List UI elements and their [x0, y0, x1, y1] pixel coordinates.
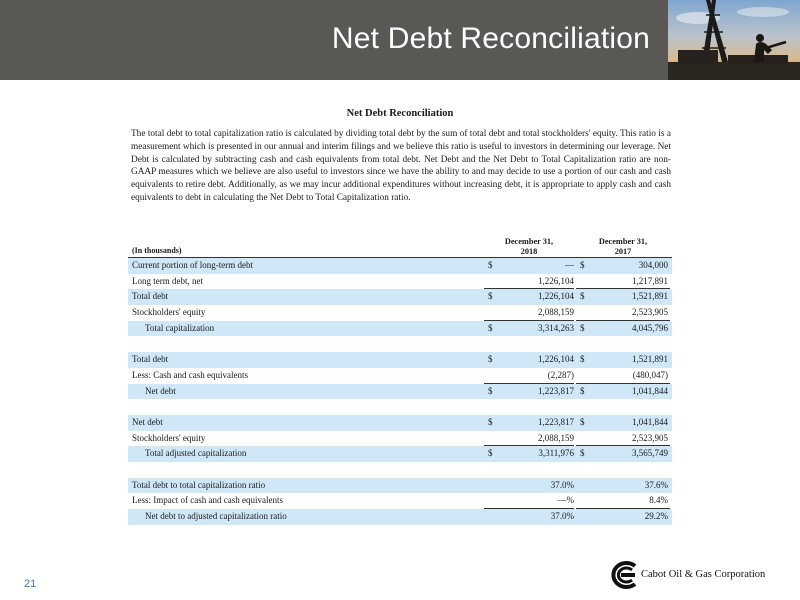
table-row	[128, 509, 672, 525]
header-banner	[0, 0, 800, 80]
table-row	[128, 274, 672, 290]
row-label: Stockholders' equity	[132, 307, 206, 318]
table-row	[128, 352, 672, 368]
value-2017: 304,000	[638, 260, 668, 270]
value-2018: —%	[557, 495, 574, 506]
table-row	[128, 446, 672, 462]
row-label: Total debt to total capitalization ratio	[132, 479, 266, 490]
column-header-2017: December 31, 2017	[598, 237, 648, 256]
currency-sign: $	[580, 260, 585, 270]
cabot-logo-icon	[608, 561, 640, 589]
row-label: Net debt	[145, 385, 176, 396]
row-label: Less: Cash and cash equivalents	[132, 369, 248, 380]
currency-sign: $	[580, 291, 585, 302]
value-2018: 1,223,817	[538, 385, 574, 396]
value-2018: 3,311,976	[538, 448, 574, 459]
value-2017: 4,045,796	[632, 322, 668, 333]
table-row	[128, 258, 672, 274]
value-2017: 1,521,891	[632, 291, 668, 302]
row-label: Current portion of long-term debt	[132, 260, 253, 270]
intro-paragraph: The total debt to total capitalization ratio is calculated by dividing total debt by the sum of total debt and total stockholders' equity. This ratio is a measurement which is presented in our annual and interim filings and we believe this ratio is useful to investors in determining our leverage. Net Debt is calculated by subtracting cash and cash equivalents from total debt. Net Debt and the Net Debt to Total Capitalization ratio are non-GAAP measures which we believe are also useful to investors since we have the ability to and may decide to use a portion of our cash and cash equivalents to retire debt. Additionally, as we may incur additional expenditures without increasing debt, it is appropriate to apply cash and cash equivalents to debt in calculating the Net Debt to Total Capitalization ratio.	[131, 129, 671, 203]
table-row	[128, 321, 672, 337]
value-2018: 1,226,104	[538, 275, 574, 286]
currency-sign: $	[580, 322, 585, 333]
value-2017: (480,047)	[632, 369, 668, 380]
company-name: Cabot Oil & Gas Corporation	[641, 569, 766, 580]
value-2017: 29.2%	[644, 511, 668, 521]
units-label: (In thousands)	[132, 246, 182, 255]
value-2017: 1,521,891	[632, 354, 668, 365]
currency-sign: $	[580, 416, 585, 427]
column-header-2018: December 31, 2018	[504, 237, 554, 256]
table-row	[128, 368, 672, 384]
value-2017: 1,041,844	[632, 385, 668, 396]
table-header	[128, 234, 672, 258]
value-2017: 2,523,905	[632, 307, 668, 318]
value-2018: 1,226,104	[538, 291, 574, 302]
table-row	[128, 478, 672, 494]
value-2018: 1,223,817	[538, 416, 574, 427]
row-label: Less: Impact of cash and cash equivalents	[132, 495, 283, 506]
value-2017: 8.4%	[649, 495, 668, 506]
value-2018: 37.0%	[550, 479, 574, 490]
value-2017: 37.6%	[644, 479, 668, 490]
value-2018: 2,088,159	[538, 432, 574, 443]
row-label: Long term debt, net	[132, 275, 203, 286]
row-label: Net debt	[132, 416, 163, 427]
banner-title: Net Debt Reconciliation	[331, 22, 650, 55]
currency-sign: $	[488, 385, 493, 396]
value-2017: 3,565,749	[632, 448, 668, 459]
row-label: Total capitalization	[145, 322, 215, 333]
currency-sign: $	[580, 448, 585, 459]
currency-sign: $	[488, 291, 493, 302]
value-2018: 1,226,104	[538, 354, 574, 365]
net-debt-table	[128, 234, 672, 525]
currency-sign: $	[580, 385, 585, 396]
value-2018: 37.0%	[550, 511, 574, 521]
table-row	[128, 289, 672, 305]
value-2017: 1,217,891	[632, 275, 668, 286]
page-number: 21	[24, 578, 37, 590]
table-row	[128, 305, 672, 321]
table-row	[128, 415, 672, 431]
row-label: Total adjusted capitalization	[145, 448, 247, 459]
currency-sign: $	[488, 322, 493, 333]
table-row	[128, 384, 672, 400]
value-2017: 1,041,844	[632, 416, 668, 427]
row-label: Stockholders' equity	[132, 432, 206, 443]
currency-sign: $	[488, 260, 493, 270]
value-2018: 2,088,159	[538, 307, 574, 318]
document-title: Net Debt Reconciliation	[346, 108, 454, 119]
currency-sign: $	[488, 354, 493, 365]
currency-sign: $	[488, 416, 493, 427]
table-row	[128, 493, 672, 509]
value-2017: 2,523,905	[632, 432, 668, 443]
row-label: Net debt to adjusted capitalization ratio	[145, 511, 287, 521]
currency-sign: $	[488, 448, 493, 459]
value-2018: (2,287)	[547, 369, 574, 380]
table-row	[128, 431, 672, 447]
row-label: Total debt	[132, 291, 169, 302]
drilling-rig-photo	[668, 0, 800, 80]
currency-sign: $	[580, 354, 585, 365]
value-2018: 3,314,263	[538, 322, 574, 333]
value-2018: —	[565, 260, 574, 270]
row-label: Total debt	[132, 354, 169, 365]
